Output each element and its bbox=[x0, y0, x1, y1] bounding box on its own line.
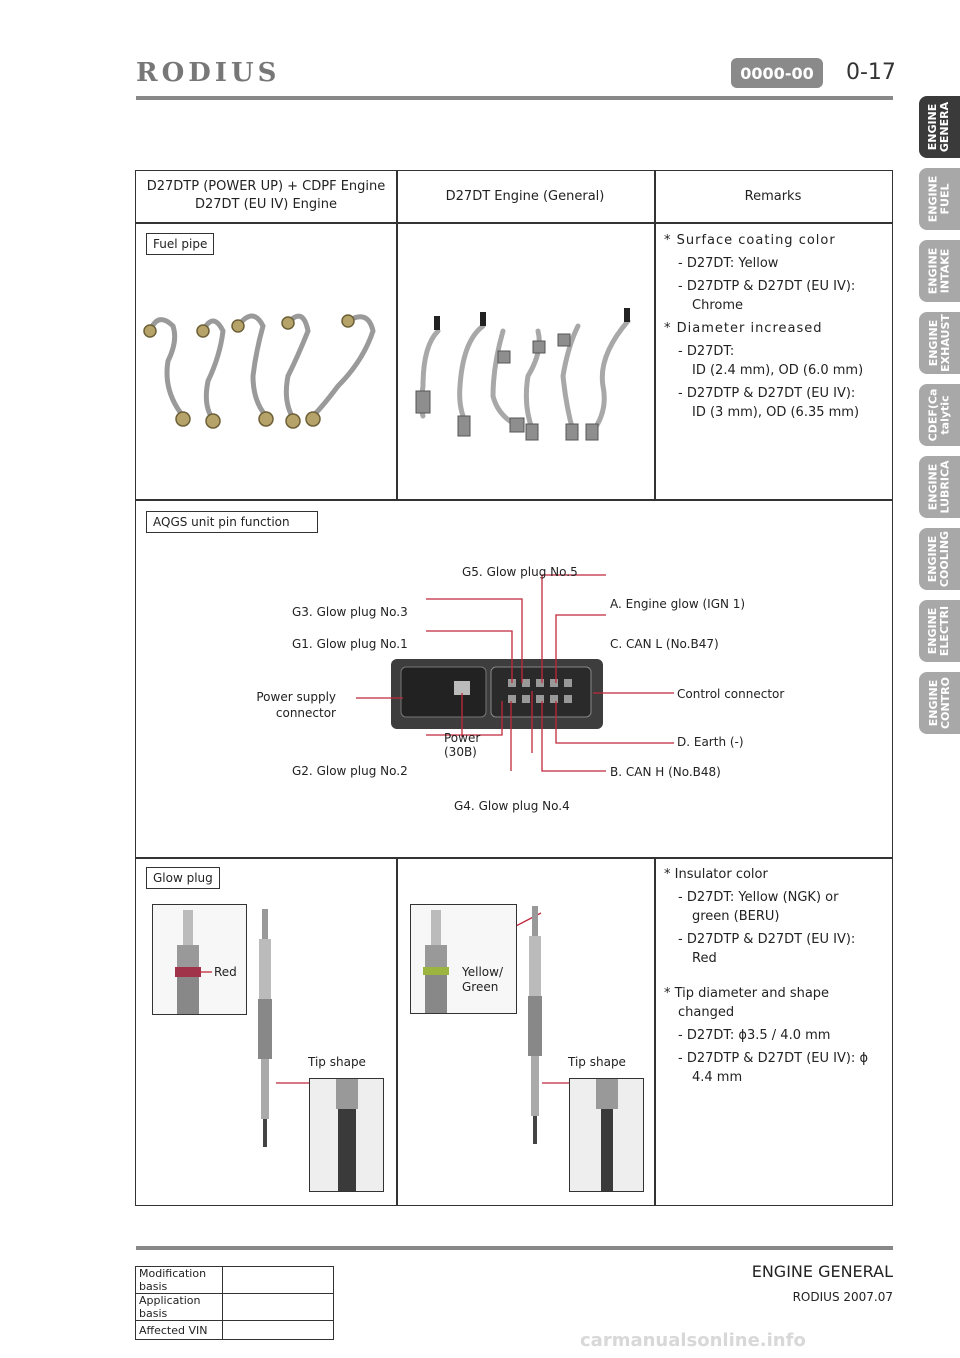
header-divider bbox=[136, 96, 893, 100]
section-tab-7[interactable]: ENGINE ELECTRI bbox=[919, 600, 960, 662]
label-c: C. CAN L (No.B47) bbox=[610, 637, 719, 651]
section-code-badge: 0000-00 bbox=[731, 58, 823, 88]
tip-shape-label-new: Tip shape bbox=[308, 1055, 366, 1069]
fuel-pipe-tag: Fuel pipe bbox=[146, 233, 214, 255]
revision-table: Modification basis Application basis Affected VIN bbox=[135, 1266, 334, 1340]
label-power-supply: Power supply connector bbox=[256, 690, 336, 720]
label-red: Red bbox=[214, 965, 237, 979]
col3-header: Remarks bbox=[744, 189, 802, 204]
label-a: A. Engine glow (IGN 1) bbox=[610, 597, 746, 611]
fuel-pipe-photo-general bbox=[398, 306, 652, 446]
label-g5: G5. Glow plug No.5 bbox=[462, 565, 578, 579]
fuel-pipe-photo-new bbox=[138, 301, 394, 431]
section-tab-1[interactable]: ENGINE FUEL bbox=[919, 168, 960, 230]
label-b: B. CAN H (No.B48) bbox=[610, 765, 721, 779]
section-tab-2[interactable]: ENGINE INTAKE bbox=[919, 240, 960, 302]
section-tab-3[interactable]: ENGINE EXHAUST bbox=[919, 312, 960, 374]
insulator-closeup-yellow bbox=[410, 904, 517, 1014]
fuel-pipe-remarks: * Surface coating color - D27DT: Yellow - D27DTP & D27DT (EU IV): Chrome * Diameter increased - D27DT: ID (2.4 mm), OD (6.0 mm) - D27DTP & D27DT (EU IV): ID (3 mm), OD (6.35 mm) bbox=[664, 233, 864, 420]
section-tab-4[interactable]: CDEF(Ca talytic bbox=[919, 384, 960, 446]
aqgs-tag: AQGS unit pin function bbox=[146, 511, 318, 533]
label-control-connector: Control connector bbox=[677, 687, 785, 701]
label-g4: G4. Glow plug No.4 bbox=[454, 799, 570, 813]
col1-header: D27DTP (POWER UP) + CDPF Engine D27DT (EU IV) Engine bbox=[146, 179, 386, 212]
footer-section-title: ENGINE GENERAL bbox=[751, 1262, 893, 1281]
tip-closeup-general bbox=[569, 1078, 644, 1192]
col2-header: D27DT Engine (General) bbox=[445, 189, 605, 204]
label-g2: G2. Glow plug No.2 bbox=[292, 764, 408, 778]
tip-shape-label-general: Tip shape bbox=[568, 1055, 626, 1069]
comparison-table bbox=[135, 170, 893, 1206]
label-yellow-green: Yellow/ Green bbox=[462, 965, 503, 994]
glow-plug-tag: Glow plug bbox=[146, 867, 220, 889]
footer-model-date: RODIUS 2007.07 bbox=[792, 1290, 893, 1304]
footer-divider bbox=[136, 1246, 893, 1250]
label-d: D. Earth (-) bbox=[677, 735, 744, 749]
page-number: 0-17 bbox=[846, 60, 896, 85]
label-power-30b: Power (30B) bbox=[444, 731, 481, 759]
label-g1: G1. Glow plug No.1 bbox=[292, 637, 408, 651]
section-tab-0[interactable]: ENGINE GENERA bbox=[919, 96, 960, 158]
brand-logo: RODIUS bbox=[136, 58, 281, 88]
glow-plug-remarks: * Insulator color - D27DT: Yellow (NGK) or green (BERU) - D27DTP & D27DT (EU IV): Red * Tip diameter and shape changed - D27DT: ϕ3.5 / 4.0 mm - D27DTP & D27DT (EU IV): ϕ 4.4 mm bbox=[664, 867, 869, 1085]
section-tab-6[interactable]: ENGINE COOLING bbox=[919, 528, 960, 590]
section-tab-8[interactable]: ENGINE CONTRO bbox=[919, 672, 960, 734]
glow-plug-general bbox=[526, 906, 546, 1146]
watermark: carmanualsonline.info bbox=[580, 1330, 806, 1351]
section-tab-5[interactable]: ENGINE LUBRICA bbox=[919, 456, 960, 518]
label-g3: G3. Glow plug No.3 bbox=[292, 605, 408, 619]
